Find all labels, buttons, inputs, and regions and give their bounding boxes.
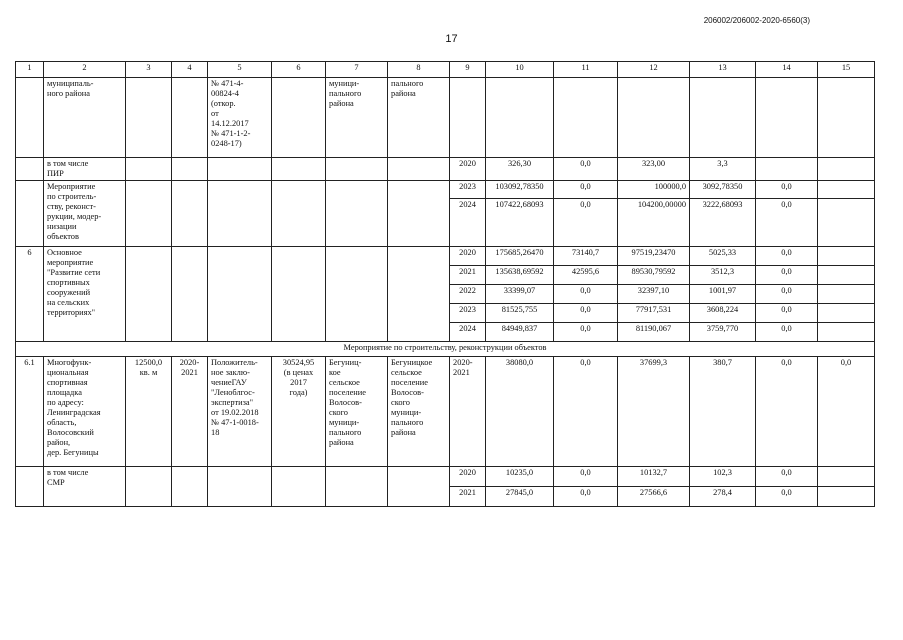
value-cell: 0,0 xyxy=(756,467,818,487)
year-cell: 2020 xyxy=(450,247,486,266)
table-row xyxy=(16,181,875,199)
year-cell: 2020- 2021 xyxy=(450,357,486,467)
budget-table xyxy=(15,61,875,507)
value-cell: 27566,6 xyxy=(618,487,690,507)
value-cell: 0,0 xyxy=(756,285,818,304)
value-cell: 3222,68093 xyxy=(690,199,756,247)
value-cell: 0,0 xyxy=(554,158,618,181)
year-cell: 2024 xyxy=(450,199,486,247)
value-cell: 104200,00000 xyxy=(618,199,690,247)
table-row xyxy=(16,467,875,487)
table-row xyxy=(16,158,875,181)
year-cell: 2022 xyxy=(450,285,486,304)
value-cell: 0,0 xyxy=(756,181,818,199)
value-cell: 0,0 xyxy=(554,467,618,487)
value-cell: 380,7 xyxy=(690,357,756,467)
year-cell: 2023 xyxy=(450,304,486,323)
row-description: в том числе СМР xyxy=(44,467,126,507)
value-cell: 102,3 xyxy=(690,467,756,487)
value-cell: 0,0 xyxy=(554,487,618,507)
table-row xyxy=(16,247,875,266)
estimated-cost: 30524,95 (в ценах 2017 года) xyxy=(272,357,326,467)
value-cell: 0,0 xyxy=(756,247,818,266)
value-cell: 42595,6 xyxy=(554,266,618,285)
year-cell: 2021 xyxy=(450,266,486,285)
value-cell: 0,0 xyxy=(554,285,618,304)
value-cell: 81190,067 xyxy=(618,323,690,342)
year-cell: 2024 xyxy=(450,323,486,342)
row-description: муниципаль- ного района xyxy=(44,78,126,158)
section-row xyxy=(16,342,875,357)
header-cell: 8 xyxy=(388,62,450,78)
header-cell: 6 xyxy=(272,62,326,78)
document-id: 206002/206002-2020-6560(3) xyxy=(703,16,810,25)
value-cell: 3092,78350 xyxy=(690,181,756,199)
value-cell: 3608,224 xyxy=(690,304,756,323)
value-cell: 5025,33 xyxy=(690,247,756,266)
developer: пального района xyxy=(388,78,450,158)
value-cell: 103092,78350 xyxy=(486,181,554,199)
value-cell: 10235,0 xyxy=(486,467,554,487)
row-description: Мероприятие по строитель- ству, реконст- рукции, модер- низации объектов xyxy=(44,181,126,247)
value-cell: 10132,7 xyxy=(618,467,690,487)
header-cell: 5 xyxy=(208,62,272,78)
header-cell: 9 xyxy=(450,62,486,78)
value-cell: 326,30 xyxy=(486,158,554,181)
value-cell: 135638,69592 xyxy=(486,266,554,285)
value-cell: 107422,68093 xyxy=(486,199,554,247)
value-cell: 0,0 xyxy=(756,266,818,285)
value-cell: 0,0 xyxy=(554,357,618,467)
header-cell: 12 xyxy=(618,62,690,78)
header-cell: 2 xyxy=(44,62,126,78)
value-cell: 0,0 xyxy=(554,181,618,199)
header-cell: 11 xyxy=(554,62,618,78)
value-cell: 0,0 xyxy=(756,323,818,342)
customer: муници- пального района xyxy=(326,78,388,158)
row-description: в том числе ПИР xyxy=(44,158,126,181)
value-cell: 0,0 xyxy=(756,199,818,247)
header-cell: 15 xyxy=(818,62,875,78)
table-row xyxy=(16,357,875,467)
value-cell: 3759,770 xyxy=(690,323,756,342)
value-cell: 27845,0 xyxy=(486,487,554,507)
row-number: 6 xyxy=(16,247,44,342)
value-cell: 73140,7 xyxy=(554,247,618,266)
approval-document: № 471-4- 00824-4 (откор. от 14.12.2017 № 471-1-2- 0248-17) xyxy=(208,78,272,158)
period-cell: 2020- 2021 xyxy=(172,357,208,467)
header-cell: 3 xyxy=(126,62,172,78)
row-description: Основное мероприятие "Развитие сети спортивных сооружений на сельских территориях" xyxy=(44,247,126,342)
year-cell: 2023 xyxy=(450,181,486,199)
value-cell: 0,0 xyxy=(554,304,618,323)
year-cell: 2020 xyxy=(450,158,486,181)
value-cell: 89530,79592 xyxy=(618,266,690,285)
page-number: 17 xyxy=(445,33,458,45)
header-cell: 14 xyxy=(756,62,818,78)
value-cell: 3,3 xyxy=(690,158,756,181)
value-cell: 1001,97 xyxy=(690,285,756,304)
value-cell: 81525,755 xyxy=(486,304,554,323)
year-cell: 2021 xyxy=(450,487,486,507)
header-cell: 7 xyxy=(326,62,388,78)
value-cell: 0,0 xyxy=(756,487,818,507)
value-cell: 0,0 xyxy=(818,357,875,467)
header-cell: 1 xyxy=(16,62,44,78)
year-cell: 2020 xyxy=(450,467,486,487)
value-cell: 0,0 xyxy=(756,357,818,467)
developer: Бегуницкое сельское поселение Волосов- ского муници- пального района xyxy=(388,357,450,467)
header-cell: 13 xyxy=(690,62,756,78)
value-cell: 278,4 xyxy=(690,487,756,507)
value-cell: 0,0 xyxy=(554,199,618,247)
value-cell: 0,0 xyxy=(756,304,818,323)
value-cell: 84949,837 xyxy=(486,323,554,342)
header-cell: 10 xyxy=(486,62,554,78)
value-cell: 0,0 xyxy=(554,323,618,342)
value-cell: 175685,26470 xyxy=(486,247,554,266)
capacity-cell: 12500,0 кв. м xyxy=(126,357,172,467)
customer: Бегуниц- кое сельское поселение Волосов- ского муници- пального района xyxy=(326,357,388,467)
header-cell: 4 xyxy=(172,62,208,78)
column-number-row xyxy=(16,62,875,78)
row-description: Многофунк- циональная спортивная площадка по адресу: Ленинградская область, Волосовский район, дер. Бегуницы xyxy=(44,357,126,467)
approval-document: Положитель- ное заклю- чениеГАУ "Леноблгос- экспертиза" от 19.02.2018 № 47-1-0018- 18 xyxy=(208,357,272,467)
value-cell: 323,00 xyxy=(618,158,690,181)
section-title: Мероприятие по строительству, реконструкции объектов xyxy=(16,342,875,357)
value-cell: 33399,07 xyxy=(486,285,554,304)
value-cell: 97519,23470 xyxy=(618,247,690,266)
value-cell: 32397,10 xyxy=(618,285,690,304)
row-number: 6.1 xyxy=(16,357,44,467)
value-cell: 100000,0 xyxy=(618,181,690,199)
table-row xyxy=(16,78,875,158)
value-cell: 3512,3 xyxy=(690,266,756,285)
value-cell: 37699,3 xyxy=(618,357,690,467)
value-cell: 77917,531 xyxy=(618,304,690,323)
value-cell: 38080,0 xyxy=(486,357,554,467)
